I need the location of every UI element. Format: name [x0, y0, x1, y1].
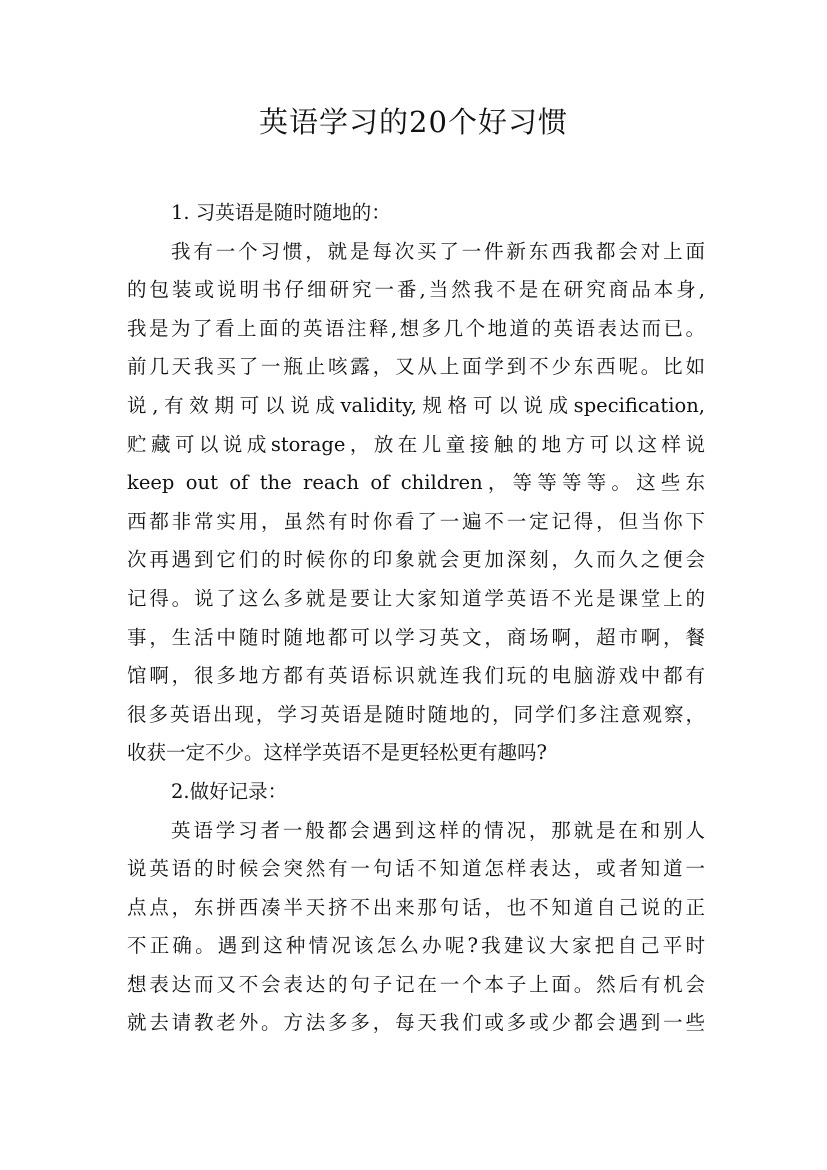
paragraph-line: 不正确。遇到这种情况该怎么办呢?我建议大家把自己平时 [127, 934, 705, 958]
paragraph-line: 的包装或说明书仔细研究一番,当然我不是在研究商品本身, [127, 278, 705, 302]
paragraph-line: 事，生活中随时随地都可以学习英文，商场啊，超市啊，餐 [127, 625, 705, 649]
paragraph-line: 说,有效期可以说成validity,规格可以说成specification, [127, 393, 705, 417]
section-heading: 2.做好记录： [171, 779, 288, 803]
paragraph-line: 馆啊，很多地方都有英语标识就连我们玩的电脑游戏中都有 [127, 664, 705, 688]
paragraph-line: 就去请教老外。方法多多，每天我们或多或少都会遇到一些 [127, 1011, 705, 1035]
paragraph-line: 很多英语出现，学习英语是随时随地的，同学们多注意观察， [127, 702, 705, 726]
paragraph-line: 收获一定不少。这样学英语不是更轻松更有趣吗? [127, 741, 547, 765]
paragraph-line: 贮藏可以说成storage，放在儿童接触的地方可以这样说 [127, 432, 705, 456]
section-heading: 1. 习英语是随时随地的： [171, 201, 391, 224]
paragraph-line: 英语学习者一般都会遇到这样的情况，那就是在和别人 [171, 818, 705, 842]
paragraph-line: keep out of the reach of children，等等等等。这些东 [127, 471, 705, 495]
paragraph-line: 前几天我买了一瓶止咳露，又从上面学到不少东西呢。比如 [127, 355, 705, 379]
paragraph-line: 我是为了看上面的英语注释,想多几个地道的英语表达而已。 [127, 316, 705, 340]
paragraph-line: 说英语的时候会突然有一句话不知道怎样表达，或者知道一 [127, 857, 705, 881]
paragraph-line: 西都非常实用，虽然有时你看了一遍不一定记得，但当你下 [127, 509, 705, 533]
paragraph-line: 我有一个习惯，就是每次买了一件新东西我都会对上面 [171, 239, 705, 263]
document-title: 英语学习的20个好习惯 [259, 105, 568, 139]
paragraph-line: 次再遇到它们的时候你的印象就会更加深刻，久而久之便会 [127, 548, 705, 572]
paragraph-line: 想表达而又不会表达的句子记在一个本子上面。然后有机会 [127, 972, 705, 996]
paragraph-line: 点点，东拼西凑半天挤不出来那句话，也不知道自己说的正 [127, 895, 705, 919]
paragraph-line: 记得。说了这么多就是要让大家知道学英语不光是课堂上的 [127, 586, 705, 610]
document-body [127, 194, 705, 1043]
